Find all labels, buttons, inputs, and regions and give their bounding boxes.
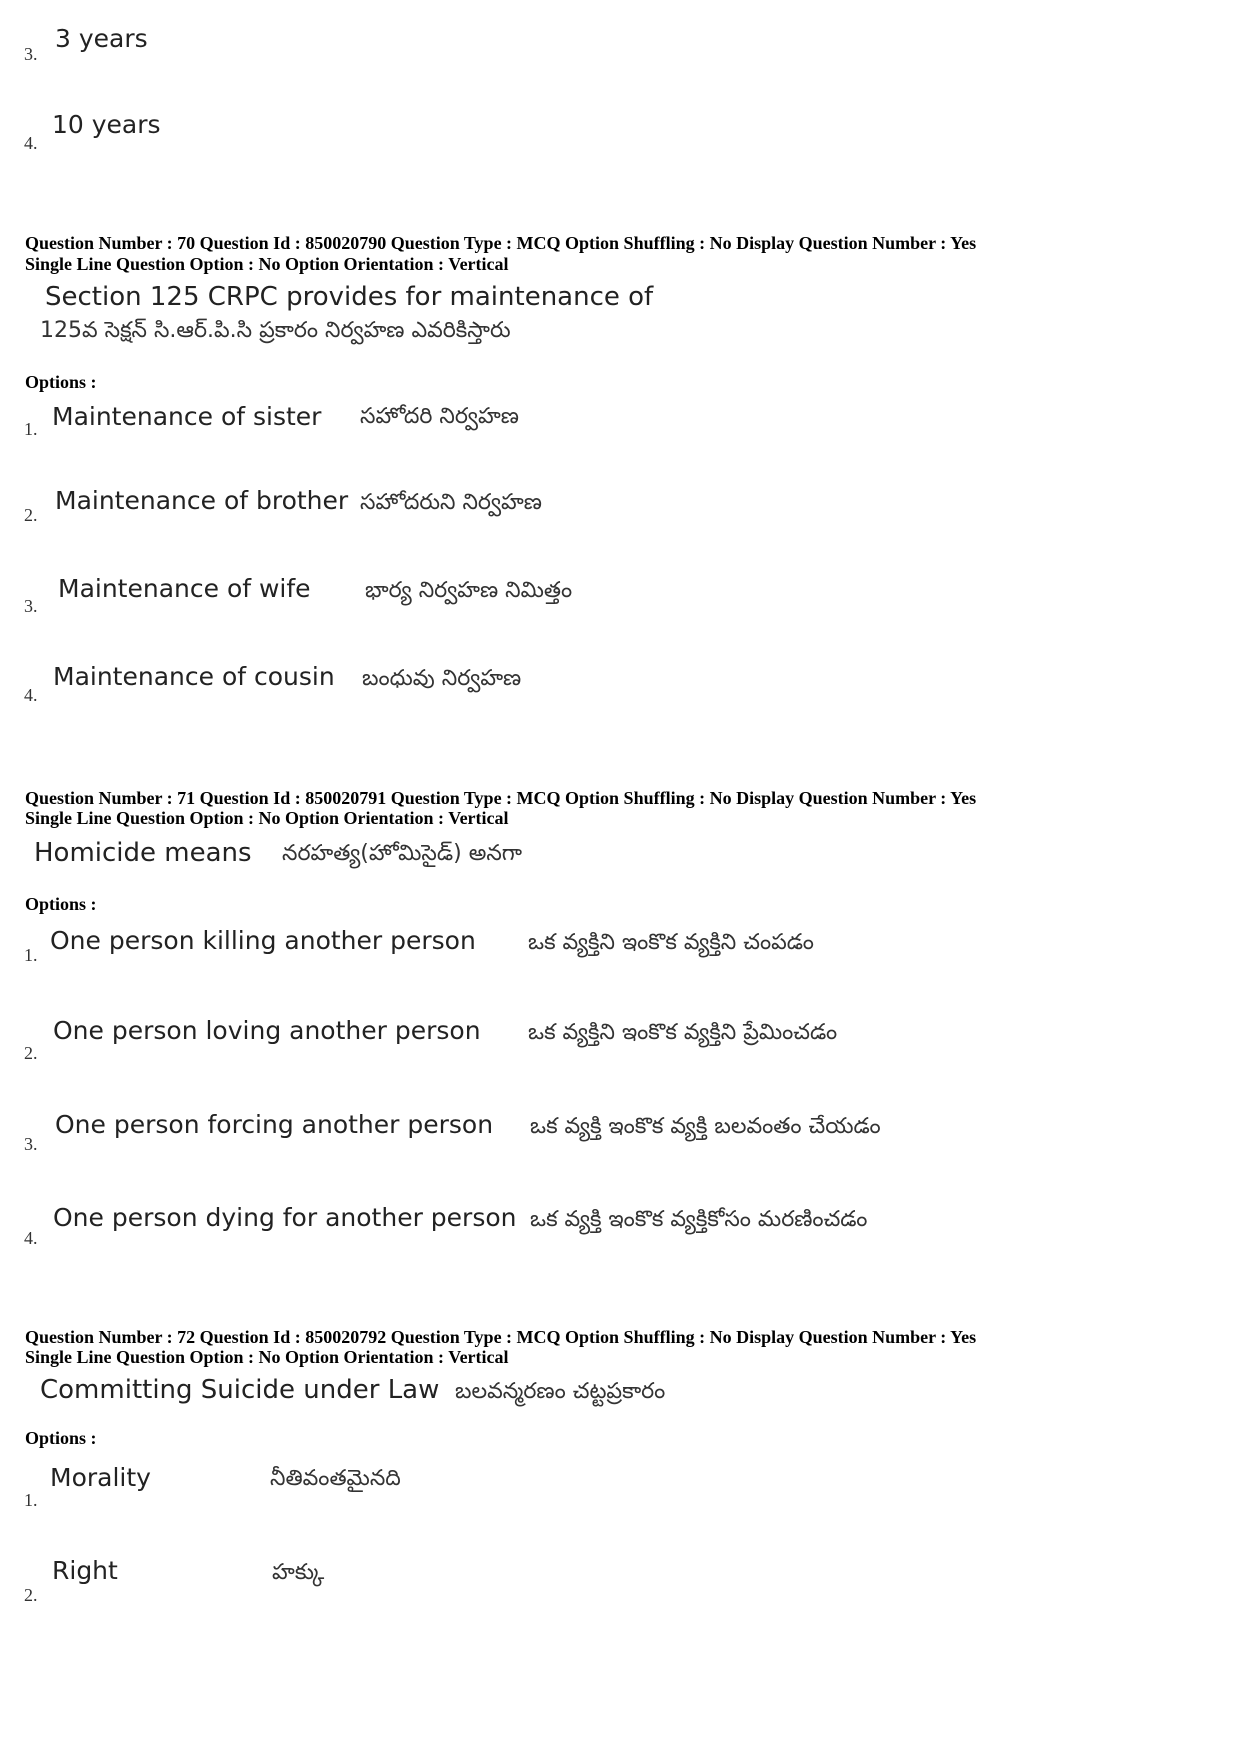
- question-meta-line2: Single Line Question Option : No Option Orientation : Vertical: [25, 808, 509, 828]
- option-number: 2.: [24, 1043, 38, 1063]
- option-number: 1.: [24, 945, 38, 965]
- option-number: 3.: [24, 596, 38, 616]
- options-label: Options :: [25, 1428, 97, 1448]
- option-number: 1.: [24, 419, 38, 439]
- option-text-en: Right: [52, 1556, 118, 1585]
- option-number: 4.: [24, 1228, 38, 1248]
- option-text-te: హక్కు: [272, 1560, 325, 1585]
- option-number: 1.: [24, 1490, 38, 1510]
- option-text-en: 3 years: [55, 24, 148, 53]
- option-text-te: సహోదరుని నిర్వహణ: [360, 490, 542, 515]
- question-text-en: Section 125 CRPC provides for maintenance of: [45, 282, 654, 312]
- option-text-en: Maintenance of wife: [58, 574, 311, 603]
- options-label: Options :: [25, 894, 97, 914]
- question-meta-line2: Single Line Question Option : No Option Orientation : Vertical: [25, 254, 509, 274]
- option-text-en: One person killing another person: [50, 926, 476, 955]
- option-text-en: 10 years: [52, 110, 161, 139]
- question-meta-line2: Single Line Question Option : No Option Orientation : Vertical: [25, 1347, 509, 1367]
- option-number: 4.: [24, 685, 38, 705]
- option-text-en: One person dying for another person: [53, 1203, 517, 1232]
- option-text-te: ఒక వ్యక్తిని ఇంకొక వ్యక్తిని చంపడం: [528, 930, 814, 955]
- option-text-en: One person loving another person: [53, 1016, 481, 1045]
- option-text-te: భార్య నిర్వహణ నిమిత్తం: [365, 578, 573, 603]
- question-text-te: 125వ సెక్షన్ సి.ఆర్.పి.సి ప్రకారం నిర్వహణ ఎవరికిస్తారు: [40, 318, 511, 343]
- question-meta-line1: Question Number : 72 Question Id : 850020792 Question Type : MCQ Option Shuffling : No Display Question Number : Yes: [25, 1327, 977, 1347]
- option-text-te: ఒక వ్యక్తి ఇంకొక వ్యక్తికోసం మరణించడం: [530, 1207, 868, 1232]
- option-text-te: సహోదరి నిర్వహణ: [360, 404, 519, 429]
- question-text-en: Committing Suicide under Law: [40, 1375, 440, 1405]
- option-text-te: ఒక వ్యక్తి ఇంకొక వ్యక్తి బలవంతం చేయడం: [530, 1114, 881, 1139]
- option-text-en: One person forcing another person: [55, 1110, 494, 1139]
- options-label: Options :: [25, 372, 97, 392]
- option-number: 3.: [24, 44, 38, 64]
- question-meta-line1: Question Number : 70 Question Id : 850020790 Question Type : MCQ Option Shuffling : No Display Question Number : Yes: [25, 233, 977, 253]
- question-text-te: బలవన్మరణం చట్టప్రకారం: [455, 1379, 666, 1404]
- option-text-te: బంధువు నిర్వహణ: [362, 666, 522, 691]
- option-number: 2.: [24, 1585, 38, 1605]
- option-text-te: నీతివంతమైనది: [270, 1466, 401, 1491]
- option-number: 2.: [24, 505, 38, 525]
- option-text-te: ఒక వ్యక్తిని ఇంకొక వ్యక్తిని ప్రేమించడం: [528, 1020, 838, 1045]
- option-number: 4.: [24, 133, 38, 153]
- option-text-en: Maintenance of sister: [52, 402, 322, 431]
- option-text-en: Morality: [50, 1463, 151, 1492]
- question-text-en: Homicide means: [34, 838, 252, 868]
- question-meta-line1: Question Number : 71 Question Id : 850020791 Question Type : MCQ Option Shuffling : No Display Question Number : Yes: [25, 788, 977, 808]
- option-text-en: Maintenance of brother: [55, 486, 349, 515]
- option-text-en: Maintenance of cousin: [53, 662, 335, 691]
- option-number: 3.: [24, 1134, 38, 1154]
- question-text-te: నరహత్య(హోమిసైడ్) అనగా: [282, 841, 523, 866]
